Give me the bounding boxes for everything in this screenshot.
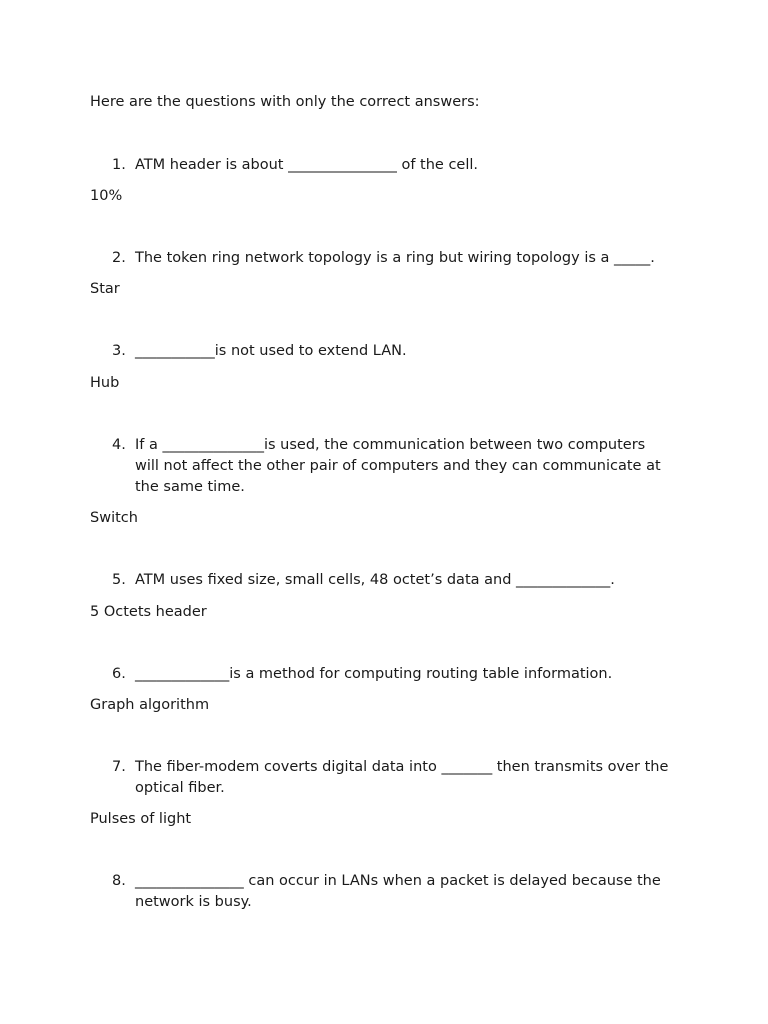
question-number: 4. (112, 437, 126, 453)
answer-text: 5 Octets header (90, 604, 207, 620)
question-text: The fiber-modem coverts digital data into _______ then transmits over the optical fiber. (135, 759, 669, 796)
intro-text: Here are the questions with only the correct answers: (90, 94, 480, 110)
question-item (90, 341, 690, 362)
answer-text: Switch (90, 510, 138, 526)
question-text: The token ring network topology is a ring but wiring topology is a _____. (135, 250, 655, 266)
answer-text: 10% (90, 188, 123, 204)
question-text: ATM header is about _______________ of the cell. (135, 157, 479, 173)
answer-text: Hub (90, 375, 120, 391)
question-number: 5. (112, 572, 126, 588)
question-text: ATM uses fixed size, small cells, 48 octet’s data and _____________. (135, 572, 615, 588)
question-item (90, 664, 690, 685)
question-text: _____________is a method for computing routing table information. (135, 666, 613, 682)
question-item (90, 435, 690, 498)
question-item (90, 871, 690, 913)
question-item (90, 757, 690, 799)
question-number: 2. (112, 250, 126, 266)
question-text: ___________is not used to extend LAN. (135, 343, 407, 359)
question-item (90, 155, 690, 176)
question-text: If a ______________is used, the communication between two computers will not affect the other pair of computers and they can communicate at the same time. (135, 437, 661, 495)
question-number: 7. (112, 759, 126, 775)
question-item (90, 248, 690, 269)
question-number: 8. (112, 873, 126, 889)
question-number: 1. (112, 157, 126, 173)
answer-text: Graph algorithm (90, 697, 210, 713)
question-number: 3. (112, 343, 126, 359)
question-number: 6. (112, 666, 126, 682)
question-text: _______________ can occur in LANs when a packet is delayed because the network is busy. (135, 873, 661, 910)
question-item (90, 570, 690, 591)
answer-text: Star (90, 281, 120, 297)
answer-text: Pulses of light (90, 811, 192, 827)
